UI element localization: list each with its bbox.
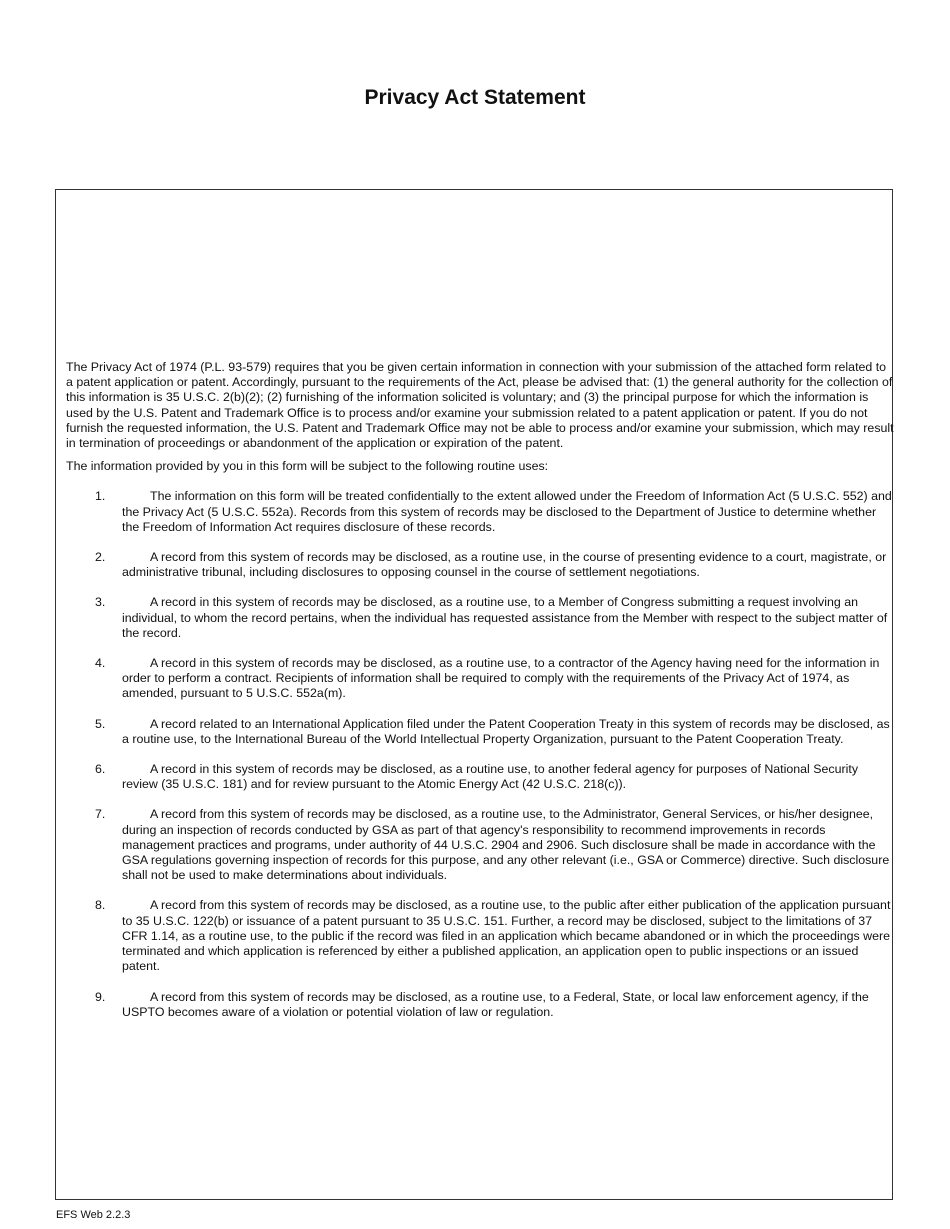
intro-paragraph: The Privacy Act of 1974 (P.L. 93-579) requires that you be given certain information in connection with your submission of the attached form related to a patent application or patent. Accordingly, pursuant to the requirements of the Act, please be advised that: (1) the general authority for the collection of this information is 35 U.S.C. 2(b)(2); (2) furnishing of the information solicited is voluntary; and (3) the principal purpose for which the information is used by the U.S. Patent and Trademark Office is to process and/or examine your submission related to a patent application or patent. If you do not furnish the requested information, the U.S. Patent and Trademark Office may not be able to process and/or examine your submission, which may result in termination of proceedings or abandonment of the application or expiration of the patent. [66, 360, 894, 451]
page-title: Privacy Act Statement [364, 86, 586, 109]
routine-uses-list [66, 489, 894, 1019]
routine-use-text: A record in this system of records may be disclosed, as a routine use, to another federal agency for purposes of National Security review (35 U.S.C. 181) and for review pursuant to the Atomic Energy Act (42 U.S.C. 218(c)). [122, 762, 859, 792]
routine-use-text: A record from this system of records may be disclosed, as a routine use, in the course of presenting evidence to a court, magistrate, or administrative tribunal, including disclosures to opposing counsel in the course of settlement negotiations. [122, 550, 887, 580]
routine-use-number: 8. [95, 898, 106, 913]
routine-uses-lead: The information provided by you in this form will be subject to the following routine uses: [66, 459, 549, 474]
routine-use-item [66, 807, 894, 883]
routine-use-item [66, 762, 894, 792]
routine-use-number: 2. [95, 550, 106, 565]
routine-use-item [66, 717, 894, 747]
routine-use-text: The information on this form will be treated confidentially to the extent allowed under the Freedom of Information Act (5 U.S.C. 552) and the Privacy Act (5 U.S.C. 552a). Records from this system of records may be disclosed to the Department of Justice to determine whether the Freedom of Information Act requires disclosure of these records. [122, 489, 892, 534]
routine-use-item [66, 990, 894, 1020]
routine-use-number: 4. [95, 656, 106, 671]
routine-use-number: 9. [95, 989, 106, 1004]
routine-use-item [66, 550, 894, 580]
routine-use-number: 1. [95, 489, 106, 504]
routine-use-item [66, 595, 894, 641]
routine-use-item [66, 489, 894, 535]
routine-use-item [66, 656, 894, 702]
routine-use-text: A record related to an International Application filed under the Patent Cooperation Treaty in this system of records may be disclosed, as a routine use, to the International Bureau of the World Intellectual Property Organization, pursuant to the Patent Cooperation Treaty. [122, 716, 890, 746]
routine-use-text: A record from this system of records may be disclosed, as a routine use, to a Federal, State, or local law enforcement agency, if the USPTO becomes aware of a violation or potential violation of law or regulation. [122, 989, 869, 1019]
routine-use-text: A record from this system of records may be disclosed, as a routine use, to the public after either publication of the application pursuant to 35 U.S.C. 122(b) or issuance of a patent pursuant to 35 U.S.C. 151. Further, a record may be disclosed, subject to the limitations of 37 CFR 1.14, as a routine use, to the public if the record was filed in an application which became abandoned or in which the proceedings were terminated and which application is referenced by either a published application, an application open to public inspections or an issued patent. [122, 898, 891, 974]
routine-use-item [66, 898, 894, 974]
routine-use-text: A record from this system of records may be disclosed, as a routine use, to the Administrator, General Services, or his/her designee, during an inspection of records conducted by GSA as part of that agency's responsibility to recommend improvements in records management practices and programs, under authority of 44 U.S.C. 2904 and 2906. Such disclosure shall be made in accordance with the GSA regulations governing inspection of records for this purpose, and any other relevant (i.e., GSA or Commerce) directive. Such disclosure shall not be used to make determinations about individuals. [122, 807, 890, 883]
form-version-footer: EFS Web 2.2.3 [56, 1209, 131, 1221]
routine-use-number: 7. [95, 807, 106, 822]
routine-use-number: 3. [95, 595, 106, 610]
statement-body [66, 360, 894, 1035]
routine-use-number: 6. [95, 762, 106, 777]
routine-use-text: A record in this system of records may be disclosed, as a routine use, to a contractor of the Agency having need for the information in order to perform a contract. Recipients of information shall be required to comply with the requirements of the Privacy Act of 1974, as amended, pursuant to 5 U.S.C. 552a(m). [122, 656, 880, 701]
routine-use-number: 5. [95, 716, 106, 731]
routine-use-text: A record in this system of records may be disclosed, as a routine use, to a Member of Congress submitting a request involving an individual, to whom the record pertains, when the individual has requested assistance from the Member with respect to the subject matter of the record. [122, 595, 888, 640]
